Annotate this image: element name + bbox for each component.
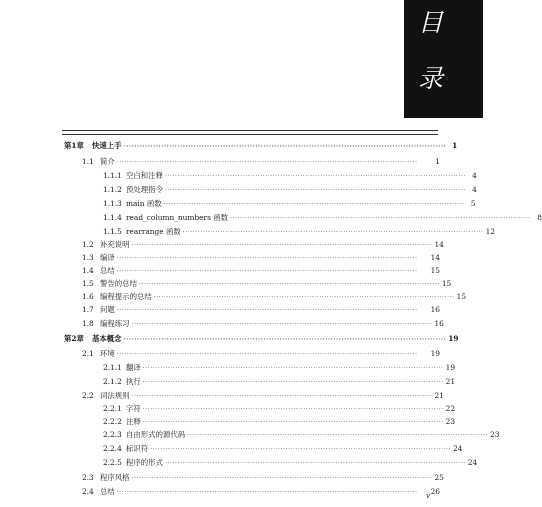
toc-row[interactable] — [103, 429, 500, 441]
toc-number: 2.4 — [82, 487, 94, 496]
toc-leader-dots: ························································································································ — [187, 432, 489, 439]
toc-title: 简介 — [100, 157, 115, 166]
toc-page-number: 26 — [430, 487, 440, 496]
toc-row[interactable] — [82, 291, 467, 303]
toc-page-number: 12 — [485, 227, 496, 236]
toc-title: main 函数 — [126, 199, 162, 208]
toc-number: 1.3 — [82, 253, 94, 262]
toc-number: 1.1.1 — [103, 171, 122, 180]
toc-number: 2.1.1 — [103, 363, 122, 372]
toc-row[interactable] — [103, 362, 456, 374]
toc-title: 词法规则 — [100, 391, 130, 400]
toc-row[interactable] — [103, 170, 477, 182]
toc-row[interactable] — [82, 239, 444, 251]
toc-page-number: 21 — [445, 377, 456, 386]
toc-row[interactable] — [103, 212, 542, 224]
toc-leader-dots: ························································································································ — [182, 229, 484, 236]
toc-title: 翻译 — [126, 363, 141, 372]
toc-page-number: 1 — [452, 141, 458, 150]
toc-title: 注释 — [126, 417, 141, 426]
toc-leader-dots: ························································································································ — [123, 143, 447, 150]
toc-leader-dots: ························································································································ — [131, 393, 433, 400]
toc-number: 1.2 — [82, 240, 94, 249]
toc-title: 环境 — [100, 349, 115, 358]
toc-title: 程序的形式 — [126, 458, 163, 467]
toc-title: 执行 — [126, 377, 141, 386]
toc-row[interactable] — [82, 252, 440, 264]
toc-row[interactable] — [82, 156, 440, 168]
toc-leader-dots: ························································································································ — [164, 187, 466, 194]
toc-number: 2.2.1 — [103, 404, 122, 413]
toc-row[interactable] — [103, 403, 456, 415]
toc-leader-dots: ························································································································ — [116, 268, 418, 275]
toc-row[interactable] — [103, 443, 463, 455]
toc-page-number: 16 — [434, 319, 444, 328]
toc-page-number: 4 — [472, 171, 477, 180]
toc-number: 2.3 — [82, 473, 94, 482]
toc-number: 1.7 — [82, 305, 94, 314]
toc-leader-dots: ························································································································ — [142, 379, 444, 386]
toc-number: 2.1 — [82, 349, 94, 358]
toc-title: 总结 — [100, 266, 115, 275]
toc-number: 2.2.4 — [103, 444, 122, 453]
toc-number: 2.2.5 — [103, 458, 122, 467]
toc-row[interactable] — [82, 472, 444, 484]
toc-title: 问题 — [100, 305, 115, 314]
toc-number: 1.8 — [82, 319, 94, 328]
toc-row[interactable] — [103, 198, 476, 210]
toc-page-number: 23 — [445, 417, 456, 426]
toc-row[interactable] — [103, 184, 477, 196]
toc-title: 补充说明 — [100, 240, 130, 249]
toc-title: 标识符 — [126, 444, 149, 453]
toc-leader-dots: ························································································································ — [116, 351, 418, 358]
page-number: v — [426, 492, 430, 500]
toc-page-number: 15 — [430, 266, 440, 275]
toc-title: rearrange 函数 — [126, 227, 181, 236]
toc-chapter-row[interactable] — [64, 140, 458, 152]
toc-page-number: 22 — [445, 404, 456, 413]
toc-number: 1.4 — [82, 266, 94, 275]
toc-leader-dots: ························································································································ — [230, 215, 531, 222]
toc-leader-dots: ························································································································ — [164, 460, 466, 467]
toc-row[interactable] — [82, 265, 440, 277]
toc-number: 1.1.4 — [103, 213, 122, 222]
toc-number: 第2章 — [64, 334, 84, 343]
toc-page-number: 8 — [537, 213, 542, 222]
toc-title: 字符 — [126, 404, 141, 413]
toc-leader-dots: ························································································································ — [116, 159, 418, 166]
toc-number: 1.6 — [82, 292, 94, 301]
toc-leader-dots: ························································································································ — [131, 475, 433, 482]
toc-leader-dots: ························································································································ — [123, 336, 447, 343]
toc-number: 2.2.3 — [103, 430, 122, 439]
toc-page-number: 19 — [448, 334, 459, 343]
toc-title: 警告的总结 — [100, 279, 137, 288]
toc-row[interactable] — [82, 318, 444, 330]
toc-row[interactable] — [103, 416, 456, 428]
toc-page-number: 23 — [490, 430, 500, 439]
toc-page-number: 19 — [430, 349, 440, 358]
toc-leader-dots: ························································································································ — [116, 255, 418, 262]
toc-leader-dots: ························································································································ — [153, 294, 455, 301]
toc-row[interactable] — [103, 457, 478, 469]
toc-number: 2.1.2 — [103, 377, 122, 386]
toc-number: 1.5 — [82, 279, 94, 288]
toc-number: 1.1.5 — [103, 227, 122, 236]
toc-leader-dots: ························································································································ — [142, 419, 444, 426]
toc-row[interactable] — [82, 304, 440, 316]
toc-page-number: 16 — [430, 305, 440, 314]
toc-page-number: 1 — [435, 157, 440, 166]
toc-leader-dots: ························································································································ — [150, 446, 452, 453]
toc-page-number: 19 — [445, 363, 456, 372]
toc-title: 总结 — [100, 487, 115, 496]
toc-title: 自由形式的源代码 — [126, 430, 186, 439]
toc-leader-dots: ························································································································ — [116, 489, 418, 496]
toc-number: 第1章 — [64, 141, 84, 150]
toc-chapter-row[interactable] — [64, 333, 459, 345]
heading-char-1: 目 — [418, 8, 444, 37]
toc-page-number: 15 — [441, 279, 452, 288]
toc-page-number: 14 — [434, 240, 444, 249]
toc-leader-dots: ························································································································ — [142, 406, 444, 413]
toc-number: 1.1.3 — [103, 199, 122, 208]
toc-leader-dots: ························································································································ — [116, 307, 418, 314]
toc-row[interactable] — [82, 348, 440, 360]
toc-row[interactable] — [103, 376, 456, 388]
toc-title: 空白和注释 — [126, 171, 163, 180]
toc-leader-dots: ························································································································ — [142, 365, 444, 372]
toc-number: 2.2.2 — [103, 417, 122, 426]
toc-title: 编程提示的总结 — [100, 292, 152, 301]
toc-title: read_column_numbers 函数 — [126, 213, 229, 222]
toc-leader-dots: ························································································································ — [164, 173, 466, 180]
toc-number: 1.1.2 — [103, 185, 122, 194]
toc-page-number: 15 — [456, 292, 467, 301]
toc-leader-dots: ························································································································ — [138, 281, 440, 288]
toc-page-number: 5 — [470, 199, 476, 208]
toc-page-number: 25 — [434, 473, 444, 482]
toc-row[interactable] — [82, 278, 452, 290]
toc-page-number: 21 — [434, 391, 444, 400]
heading-char-2: 录 — [418, 64, 444, 93]
toc-title: 快速上手 — [92, 141, 122, 150]
toc-row[interactable] — [82, 390, 444, 402]
toc-row[interactable] — [82, 486, 440, 498]
toc-title: 预处理指令 — [126, 185, 163, 194]
toc-title: 基本概念 — [92, 334, 122, 343]
toc-title: 程序风格 — [100, 473, 130, 482]
toc-title: 编译 — [100, 253, 115, 262]
toc-leader-dots: ························································································································ — [131, 242, 433, 249]
toc-page-number: 4 — [472, 185, 477, 194]
toc-number: 2.2 — [82, 391, 94, 400]
toc-row[interactable] — [103, 226, 496, 238]
toc-number: 1.1 — [82, 157, 94, 166]
toc-page-number: 24 — [467, 458, 478, 467]
toc-leader-dots: ························································································································ — [163, 201, 465, 208]
toc-leader-dots: ························································································································ — [131, 321, 433, 328]
toc-title: 编程练习 — [100, 319, 130, 328]
toc-page-number: 24 — [453, 444, 463, 453]
toc-page-number: 14 — [430, 253, 440, 262]
